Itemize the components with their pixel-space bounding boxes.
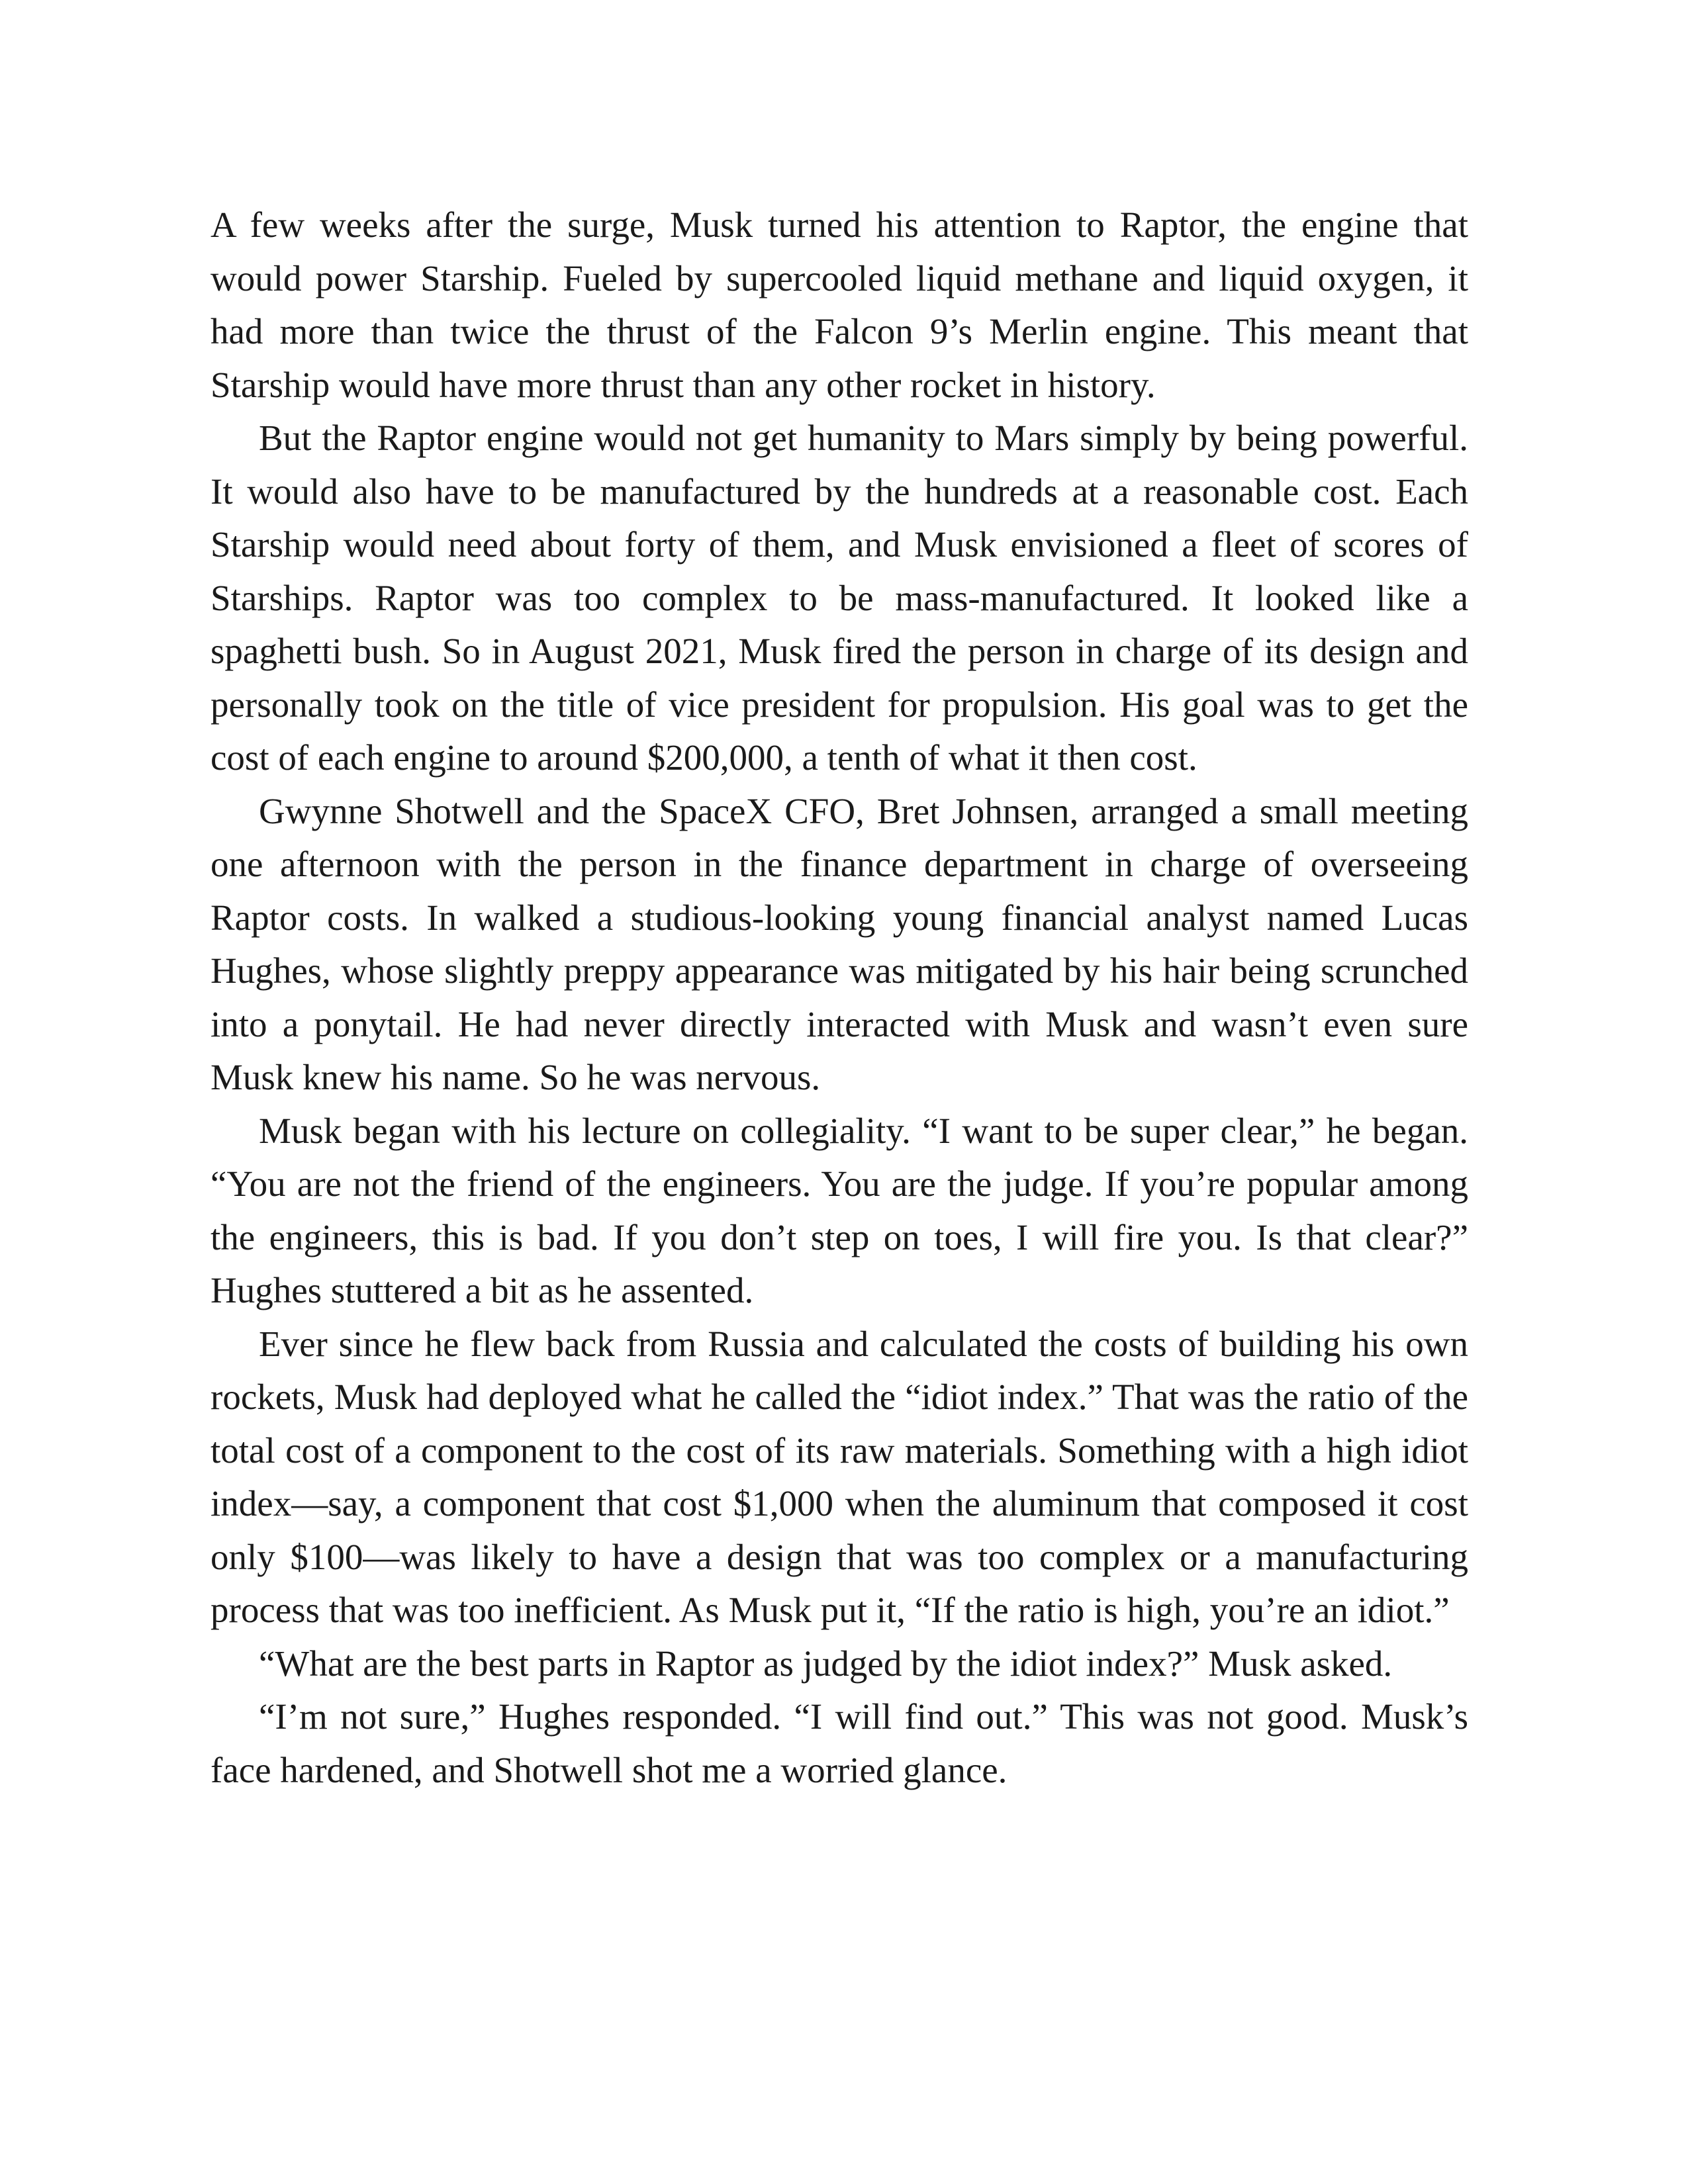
paragraph-3: Gwynne Shotwell and the SpaceX CFO, Bret Johnsen, arranged a small meeting one afternoon with the person in the finance department in charge of overseeing Raptor costs. In walked a studious-looking young financial analyst named Lucas Hughes, whose slightly preppy appearance was mitigated by his hair being scrunched into a ponytail. He had never directly interacted with Musk and wasn’t even sure Musk knew his name. So he was nervous.: [211, 790, 1468, 1097]
body-text: [211, 199, 1468, 1797]
paragraph-6: “What are the best parts in Raptor as judged by the idiot index?” Musk asked.: [259, 1643, 1393, 1684]
paragraph-2: But the Raptor engine would not get humanity to Mars simply by being powerful. It would also have to be manufactured by the hundreds at a reasonable cost. Each Starship would need about forty of them, and Musk envisioned a fleet of scores of Starships. Raptor was too complex to be mass-manufactured. It looked like a spaghetti bush. So in August 2021, Musk fired the person in charge of its design and personally took on the title of vice president for propulsion. His goal was to get the cost of each engine to around $200,000, a tenth of what it then cost.: [211, 418, 1468, 778]
paragraph-7: “I’m not sure,” Hughes responded. “I will find out.” This was not good. Musk’s face hardened, and Shotwell shot me a worried glance.: [211, 1696, 1468, 1790]
paragraph-1: A few weeks after the surge, Musk turned his attention to Raptor, the engine that would power Starship. Fueled by supercooled liquid methane and liquid oxygen, it had more than twice the thrust of the Falcon 9’s Merlin engine. This meant that Starship would have more thrust than any other rocket in history.: [211, 205, 1468, 405]
paragraph-4: Musk began with his lecture on collegiality. “I want to be super clear,” he began. “You are not the friend of the engineers. You are the judge. If you’re popular among the engineers, this is bad. If you don’t step on toes, I will fire you. Is that clear?” Hughes stuttered a bit as he assented.: [211, 1110, 1468, 1310]
paragraph-5: Ever since he flew back from Russia and calculated the costs of building his own rockets, Musk had deployed what he called the “idiot index.” That was the ratio of the total cost of a component to the cost of its raw materials. Something with a high idiot index—say, a component that cost $1,000 when the aluminum that composed it cost only $100—was likely to have a design that was too complex or a manufacturing process that was too inefficient. As Musk put it, “If the ratio is high, you’re an idiot.”: [211, 1323, 1468, 1630]
